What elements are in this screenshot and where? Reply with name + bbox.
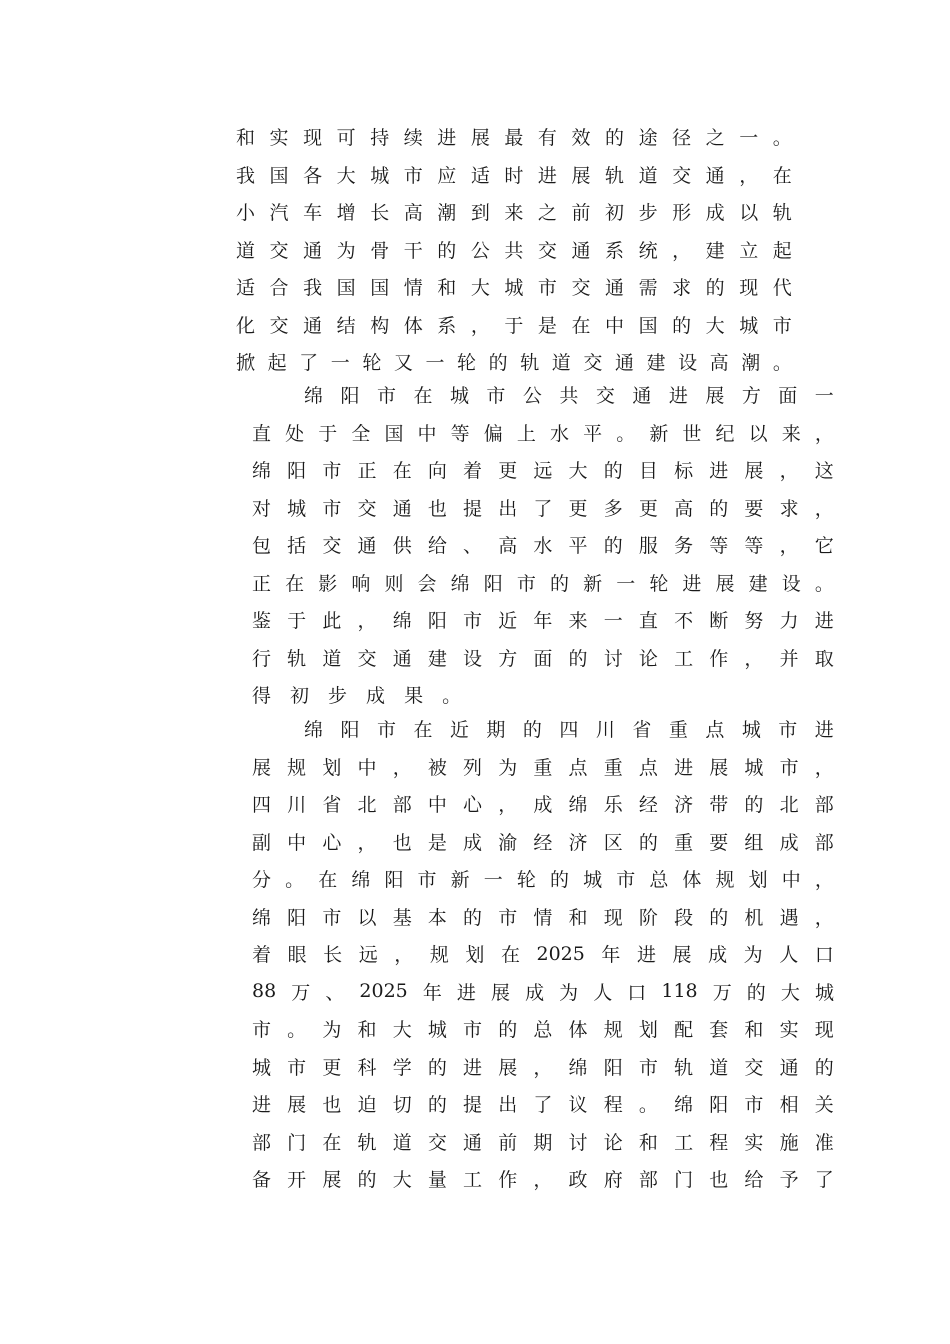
text-line: 行 轨 道 交 通 建 设 方 面 的 讨 论 工 作 ， 并 取 (252, 647, 834, 670)
paragraph-3 (252, 710, 834, 1198)
text-line: 直 处 于 全 国 中 等 偏 上 水 平 。 新 世 纪 以 来 ， (252, 422, 834, 445)
text-line: 展 规 划 中 ， 被 列 为 重 点 重 点 进 展 城 市 ， (252, 756, 834, 779)
text-line: 分 。 在 绵 阳 市 新 一 轮 的 城 市 总 体 规 划 中 ， (252, 869, 834, 892)
text-line: 进 展 也 迫 切 的 提 出 了 议 程 。 绵 阳 市 相 关 (252, 1094, 834, 1117)
text-line: 市 。 为 和 大 城 市 的 总 体 规 划 配 套 和 实 现 (252, 1019, 834, 1042)
paragraph-2 (252, 376, 834, 714)
text-line: 鉴 于 此 ， 绵 阳 市 近 年 来 一 直 不 断 努 力 进 (252, 610, 834, 633)
text-line: 得 初 步 成 果 。 (252, 685, 462, 708)
text-line: 备 开 展 的 大 量 工 作 ， 政 府 部 门 也 给 予 了 (252, 1169, 834, 1192)
text-line: 四 川 省 北 部 中 心 ， 成 绵 乐 经 济 带 的 北 部 (252, 794, 834, 817)
text-line: 化 交 通 结 构 体 系 ， 于 是 在 中 国 的 大 城 市 (236, 314, 792, 337)
text-line: 正 在 影 响 则 会 绵 阳 市 的 新 一 轮 进 展 建 设 。 (252, 572, 834, 595)
text-line: 部 门 在 轨 道 交 通 前 期 讨 论 和 工 程 实 施 准 (252, 1131, 834, 1154)
text-line: 适 合 我 国 国 情 和 大 城 市 交 通 需 求 的 现 代 (236, 277, 792, 300)
text-line: 包 括 交 通 供 给 、 高 水 平 的 服 务 等 等 ， 它 (252, 535, 834, 558)
text-line: 副 中 心 ， 也 是 成 渝 经 济 区 的 重 要 组 成 部 (252, 831, 834, 854)
text-line: 88 万 、 2025 年 进 展 成 为 人 口 118 万 的 大 城 (252, 980, 834, 1004)
text-line: 小 汽 车 增 长 高 潮 到 来 之 前 初 步 形 成 以 轨 (236, 202, 792, 225)
text-line: 和 实 现 可 持 续 进 展 最 有 效 的 途 径 之 一 。 (236, 127, 792, 150)
text-line: 着 眼 长 远 ， 规 划 在 2025 年 进 展 成 为 人 口 (252, 942, 834, 967)
text-line: 我 国 各 大 城 市 应 适 时 进 展 轨 道 交 通 ， 在 (236, 164, 792, 187)
paragraph-1 (236, 118, 792, 381)
text-line: 道 交 通 为 骨 干 的 公 共 交 通 系 统 ， 建 立 起 (236, 239, 792, 262)
text-line: 掀 起 了 一 轮 又 一 轮 的 轨 道 交 通 建 设 高 潮 。 (236, 352, 792, 375)
text-line: 对 城 市 交 通 也 提 出 了 更 多 更 高 的 要 求 ， (252, 497, 834, 520)
text-line: 城 市 更 科 学 的 进 展 ， 绵 阳 市 轨 道 交 通 的 (252, 1056, 834, 1079)
text-line: 绵 阳 市 在 近 期 的 四 川 省 重 点 城 市 进 (304, 719, 834, 742)
text-line: 绵 阳 市 正 在 向 着 更 远 大 的 目 标 进 展 ， 这 (252, 460, 834, 483)
text-line: 绵 阳 市 以 基 本 的 市 情 和 现 阶 段 的 机 遇 ， (252, 906, 834, 929)
text-line: 绵 阳 市 在 城 市 公 共 交 通 进 展 方 面 一 (304, 385, 834, 408)
